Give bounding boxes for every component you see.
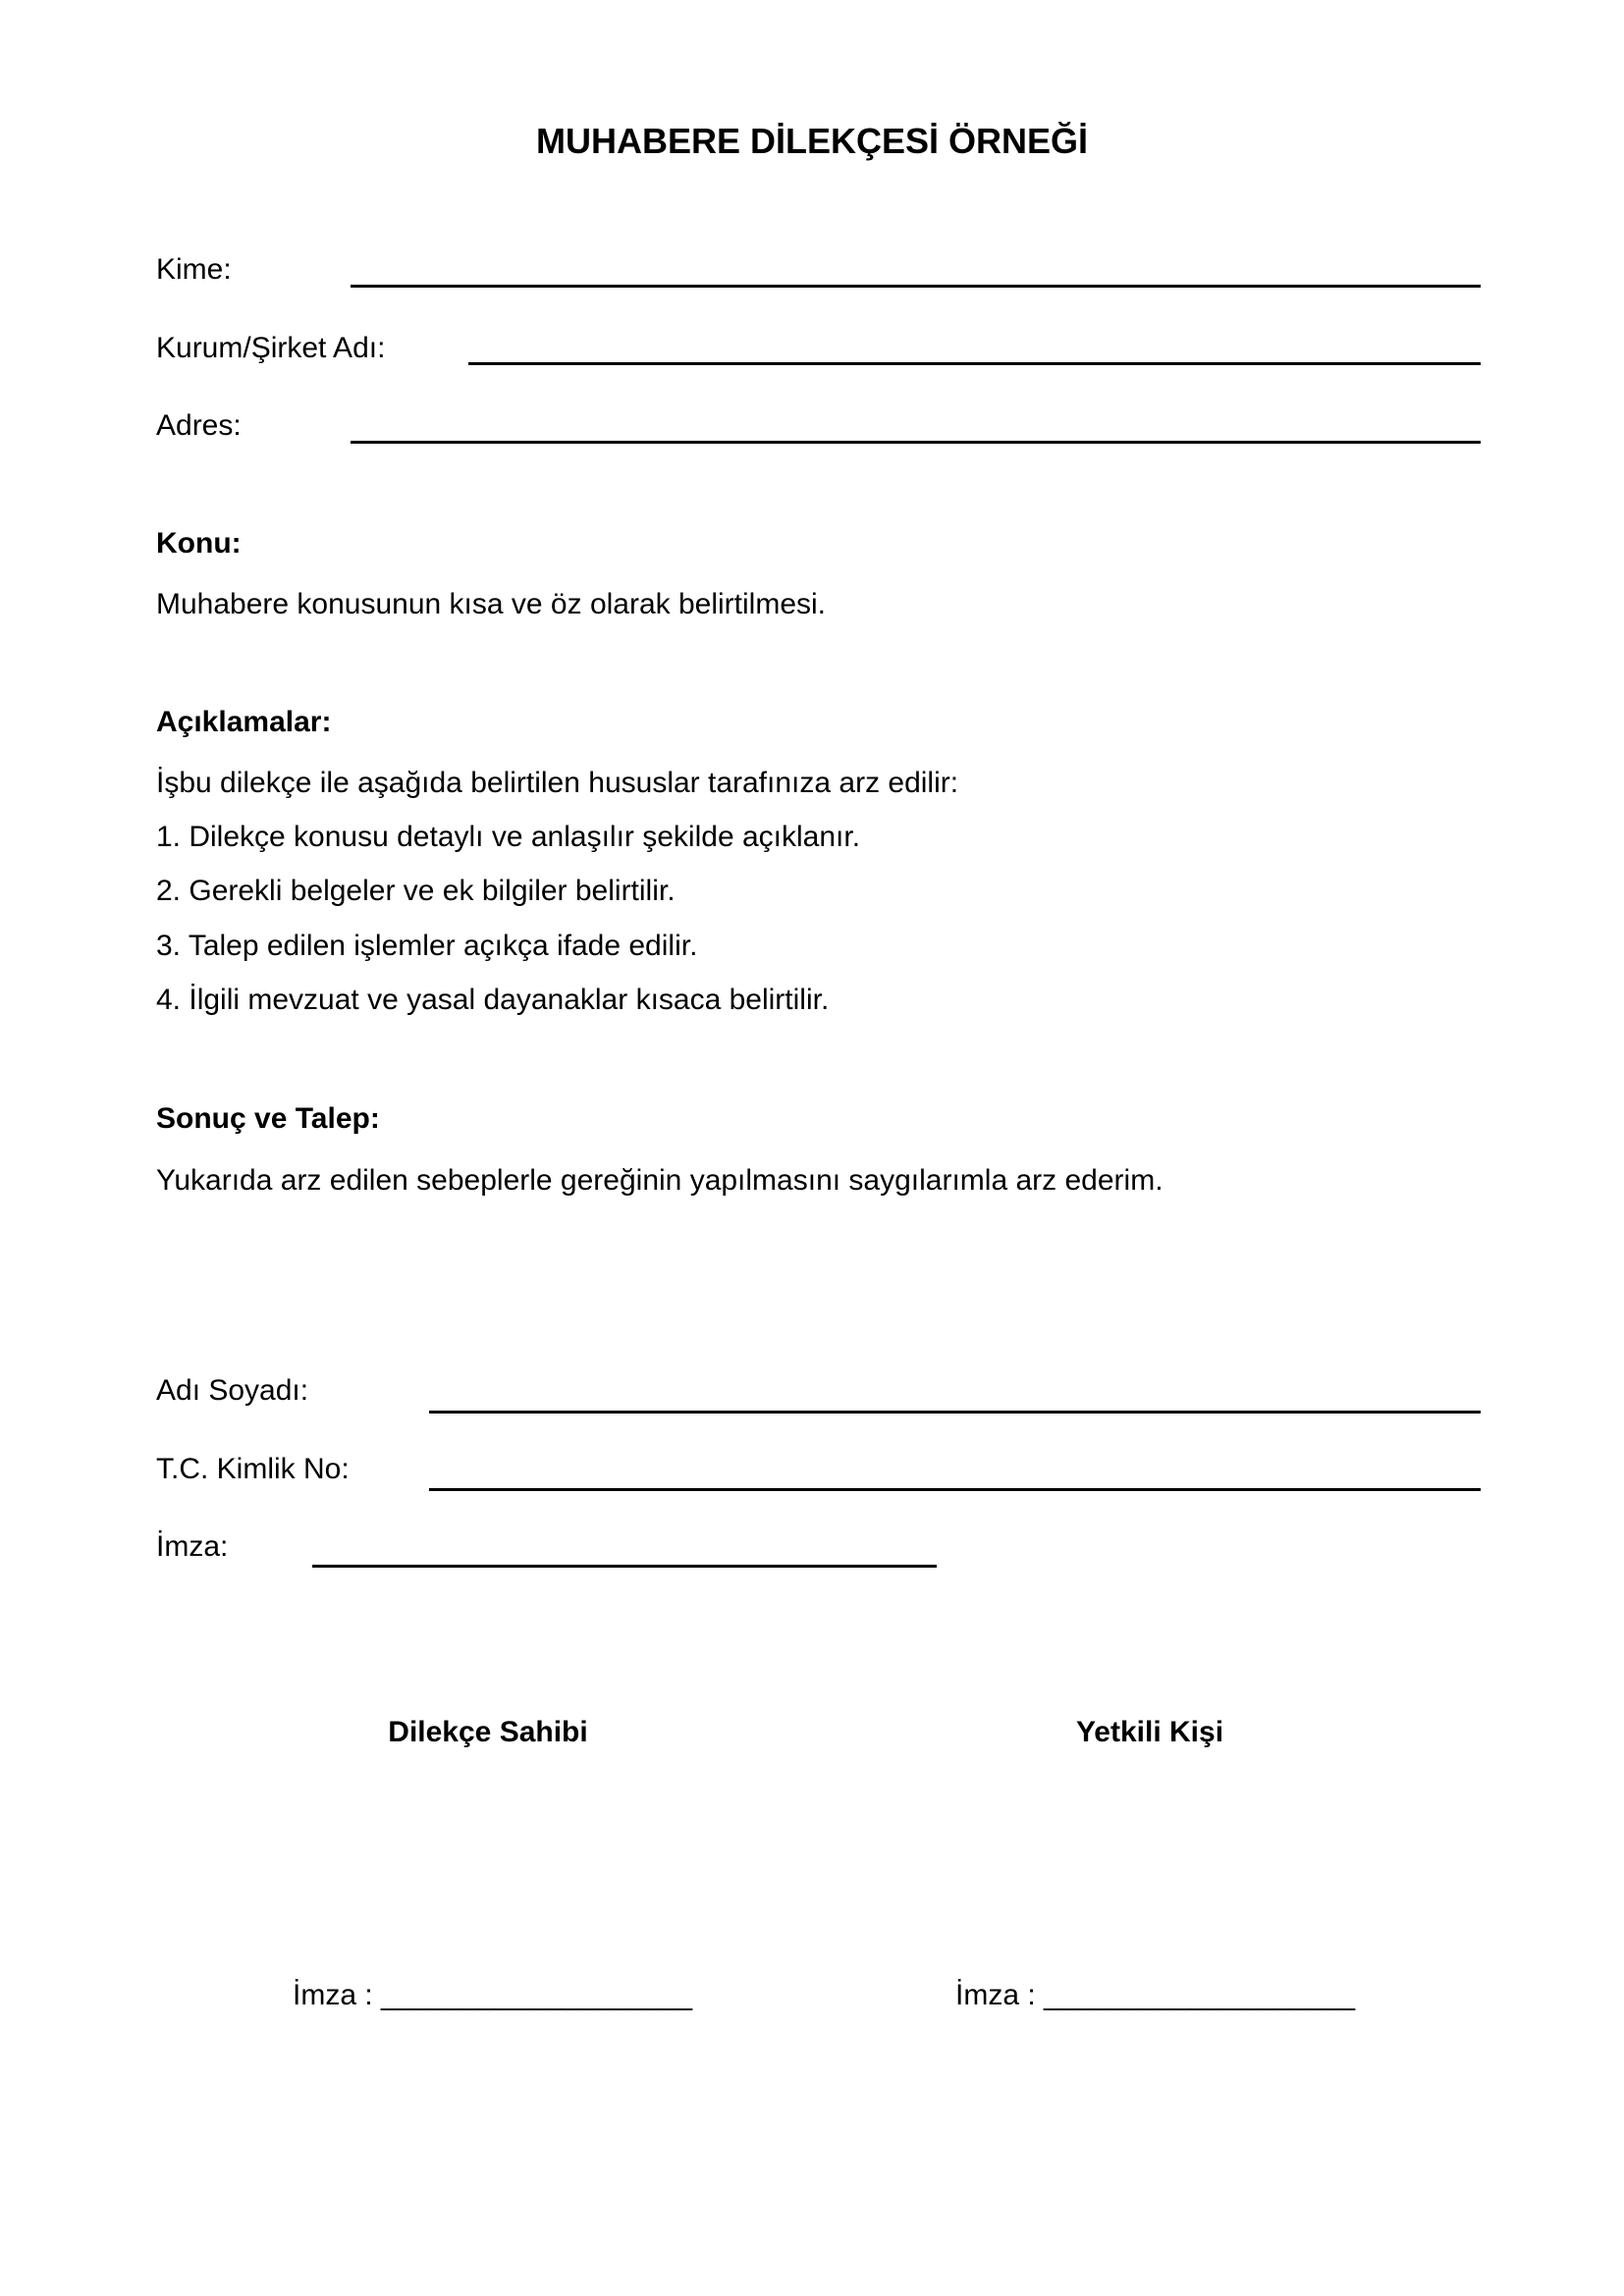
kime-label: Kime:: [156, 253, 232, 286]
adi-soyadi-label: Adı Soyadı:: [156, 1374, 309, 1407]
tc-kimlik-label: T.C. Kimlik No:: [156, 1453, 350, 1485]
left-signature-title: Dilekçe Sahibi: [388, 1716, 588, 1748]
right-signature-title: Yetkili Kişi: [1075, 1716, 1224, 1748]
aciklamalar-item: 2. Gerekli belgeler ve ek bilgiler belirtilir.: [156, 875, 676, 907]
adres-field-line[interactable]: [351, 441, 1481, 444]
adres-label: Adres:: [156, 409, 242, 442]
adi-soyadi-field-line[interactable]: [429, 1411, 1481, 1414]
aciklamalar-intro: İşbu dilekçe ile aşağıda belirtilen hususlar tarafınıza arz edilir:: [156, 767, 959, 799]
aciklamalar-item: 4. İlgili mevzuat ve yasal dayanaklar kısaca belirtilir.: [156, 984, 830, 1016]
right-imza-line[interactable]: İmza : ___________________: [955, 1979, 1356, 2011]
sonuc-text: Yukarıda arz edilen sebeplerle gereğinin yapılmasını saygılarımla arz ederim.: [156, 1164, 1164, 1197]
konu-text: Muhabere konusunun kısa ve öz olarak belirtilmesi.: [156, 588, 827, 620]
imza-field-line[interactable]: [312, 1565, 937, 1568]
page-title: MUHABERE DİLEKÇESİ ÖRNEĞİ: [535, 121, 1089, 161]
aciklamalar-heading: Açıklamalar:: [156, 706, 332, 738]
left-imza-line[interactable]: İmza : ___________________: [293, 1979, 693, 2011]
aciklamalar-item: 1. Dilekçe konusu detaylı ve anlaşılır şekilde açıklanır.: [156, 821, 861, 853]
konu-heading: Konu:: [156, 527, 242, 560]
kime-field-line[interactable]: [351, 285, 1481, 288]
imza-label: İmza:: [156, 1530, 229, 1563]
aciklamalar-item: 3. Talep edilen işlemler açıkça ifade edilir.: [156, 930, 698, 962]
tc-kimlik-field-line[interactable]: [429, 1488, 1481, 1491]
kurum-field-line[interactable]: [468, 362, 1481, 365]
sonuc-heading: Sonuç ve Talep:: [156, 1102, 380, 1135]
kurum-label: Kurum/Şirket Adı:: [156, 332, 386, 364]
